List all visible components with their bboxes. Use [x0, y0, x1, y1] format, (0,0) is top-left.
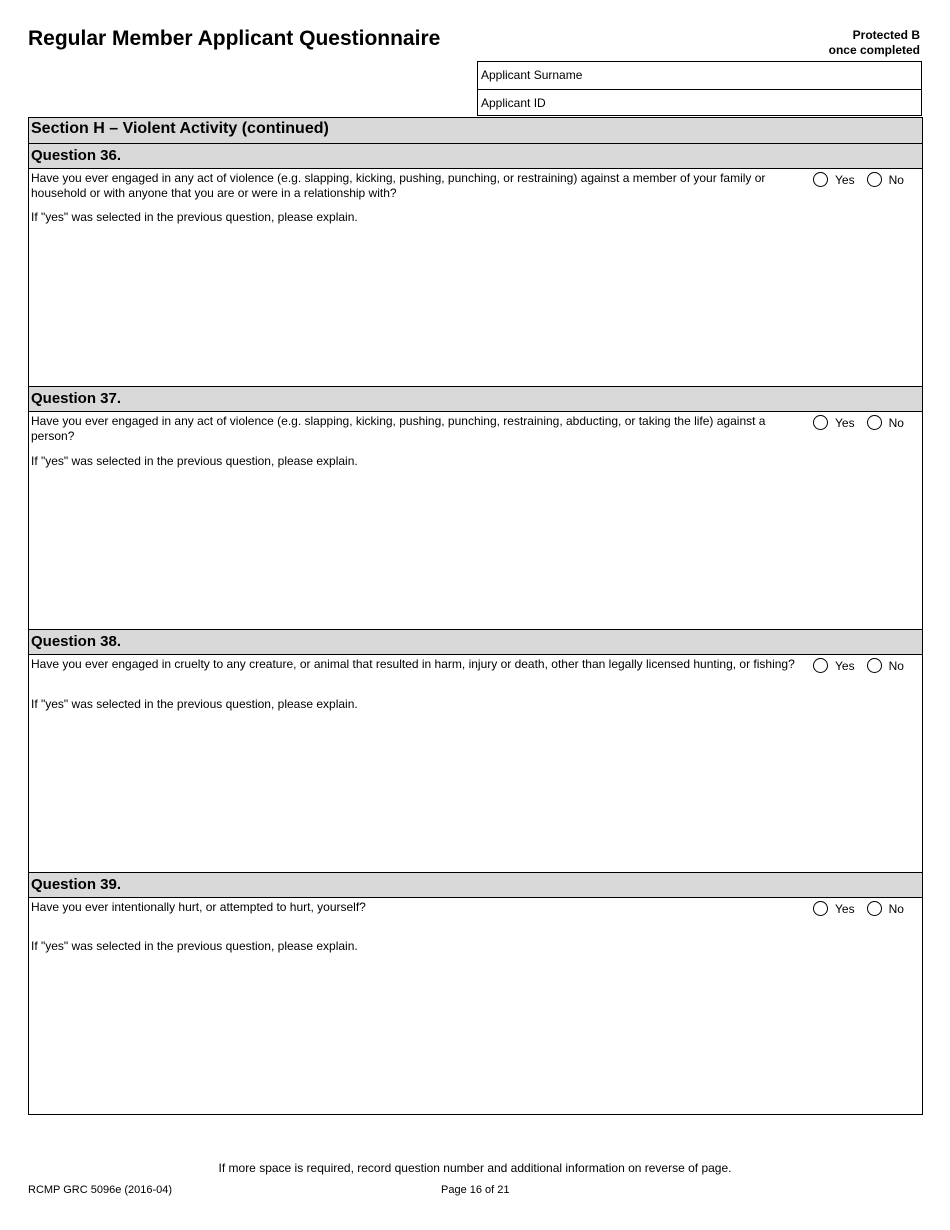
protected-line-1: Protected B [852, 28, 920, 42]
question-37-yes-option[interactable] [813, 415, 855, 430]
questionnaire-form [28, 117, 923, 1115]
radio-icon[interactable] [813, 658, 828, 673]
question-37-text: Have you ever engaged in any act of violence (e.g. slapping, kicking, pushing, punching, restraining, abducting, or taking the life) against a person? [31, 414, 766, 443]
applicant-id-field[interactable]: Applicant ID [481, 96, 546, 110]
question-36-block [29, 169, 922, 387]
question-39-yes-option[interactable] [813, 901, 855, 916]
question-39-text: Have you ever intentionally hurt, or attempted to hurt, yourself? [31, 900, 366, 914]
question-39-heading: Question 39. [29, 873, 922, 898]
yes-label: Yes [835, 658, 855, 673]
question-36-yes-option[interactable] [813, 172, 855, 187]
question-38-explain-prompt: If "yes" was selected in the previous question, please explain. [31, 697, 358, 711]
question-37-no-option[interactable] [867, 415, 904, 430]
applicant-surname-field[interactable]: Applicant Surname [478, 62, 921, 90]
question-38-no-option[interactable] [867, 658, 904, 673]
no-label: No [888, 172, 904, 187]
question-38-options [813, 658, 919, 673]
page-number: Page 16 of 21 [441, 1184, 510, 1196]
question-36-text: Have you ever engaged in any act of violence (e.g. slapping, kicking, pushing, punching, or restraining) against a member of your family or household or with anyone that you are or were in a relationship with? [31, 171, 766, 200]
protected-notice [829, 28, 920, 58]
no-label: No [888, 658, 904, 673]
yes-label: Yes [835, 901, 855, 916]
radio-icon[interactable] [867, 901, 882, 916]
protected-line-2: once completed [828, 43, 920, 57]
radio-icon[interactable] [813, 172, 828, 187]
no-label: No [888, 901, 904, 916]
footer-note: If more space is required, record question number and additional information on reverse of page. [218, 1161, 732, 1175]
question-37-heading: Question 37. [29, 387, 922, 412]
question-38-text: Have you ever engaged in cruelty to any creature, or animal that resulted in harm, injury or death, other than legally licensed hunting, or fishing? [31, 657, 795, 671]
question-39-options [813, 901, 919, 916]
question-37-options [813, 415, 919, 430]
radio-icon[interactable] [867, 415, 882, 430]
question-39-no-option[interactable] [867, 901, 904, 916]
radio-icon[interactable] [867, 658, 882, 673]
question-36-explain-prompt: If "yes" was selected in the previous question, please explain. [31, 210, 358, 224]
question-39-block [29, 898, 922, 1116]
yes-label: Yes [835, 415, 855, 430]
question-37-explain-prompt: If "yes" was selected in the previous question, please explain. [31, 454, 358, 468]
question-38-block [29, 655, 922, 873]
radio-icon[interactable] [867, 172, 882, 187]
yes-label: Yes [835, 172, 855, 187]
no-label: No [888, 415, 904, 430]
radio-icon[interactable] [813, 415, 828, 430]
form-code: RCMP GRC 5096e (2016-04) [28, 1184, 173, 1196]
page-title: Regular Member Applicant Questionnaire [28, 27, 441, 50]
question-39-explain-prompt: If "yes" was selected in the previous question, please explain. [31, 939, 358, 953]
question-36-options [813, 172, 919, 187]
question-36-heading: Question 36. [29, 144, 922, 169]
applicant-info-box [477, 61, 922, 116]
question-37-block [29, 412, 922, 630]
question-38-heading: Question 38. [29, 630, 922, 655]
question-36-no-option[interactable] [867, 172, 904, 187]
question-38-yes-option[interactable] [813, 658, 855, 673]
radio-icon[interactable] [813, 901, 828, 916]
section-title: Section H – Violent Activity (continued) [29, 118, 922, 144]
